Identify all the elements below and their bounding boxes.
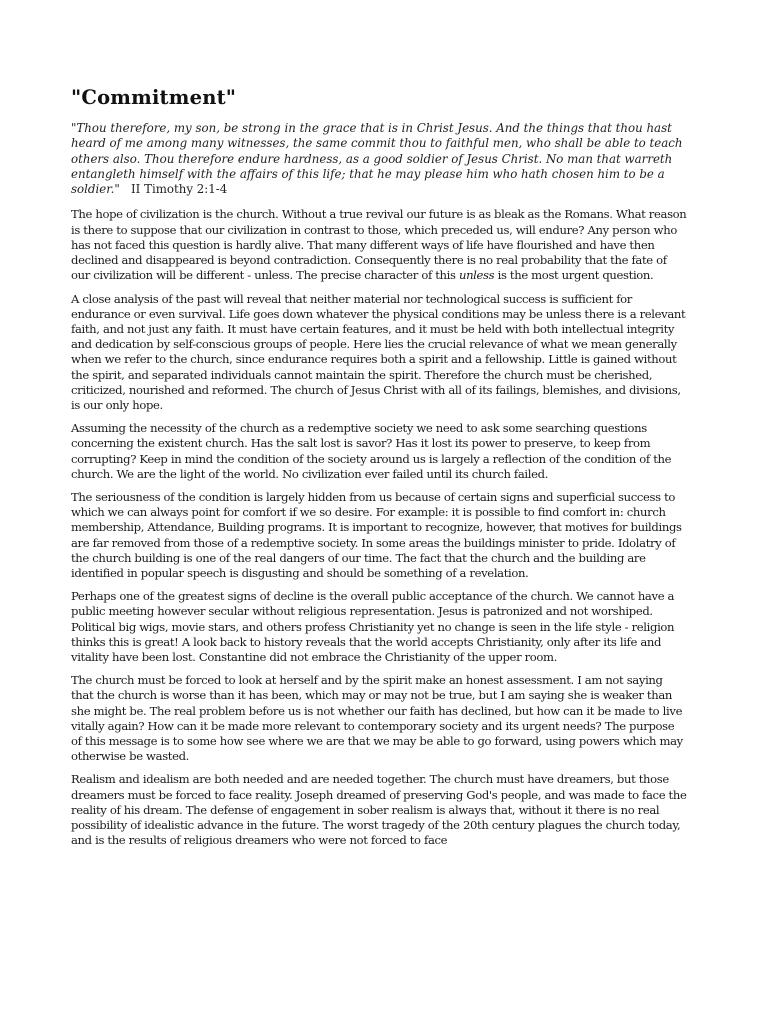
epigraph-text: "Thou therefore, my son, be strong in the grace that is in Christ Jesus. And the things that thou hast heard of me among many witnesses, the same commit thou to faithful men, who shall be able to teach others also. Thou therefore endure hardness, as a good soldier of Jesus Christ. No man that warreth entangleth himself with the affairs of this life; that he may please him who hath chosen him to be a soldier." bbox=[71, 121, 683, 197]
document-page bbox=[71, 86, 688, 856]
paragraph-1-text-before: The hope of civilization is the church. Without a true revival our future is as bleak as the Romans. What reason is there to suppose that our civilization in contrast to those, which preceded us, will endure? Any person who has not faced this question is hardly alive. That many different ways of life have flourished and have then declined and disappeared is beyond contradiction. Consequently there is no real probability that the fate of our civilization will be different - unless. The precise character of this bbox=[71, 207, 687, 283]
epigraph-reference: II Timothy 2:1-4 bbox=[131, 182, 228, 197]
page-title: "Commitment" bbox=[71, 86, 237, 109]
paragraph-4: The seriousness of the condition is largely hidden from us because of certain signs and superficial success to which we can always point for comfort if we so desire. For example: it is possible to find comfort in: church membership, Attendance, Building programs. It is important to recognize, however, that motives for buildings are far removed from those of a redemptive society. In some areas the buildings minister to pride. Idolatry of the church building is one of the real dangers of our time. The fact that the church and the building are identified in popular speech is disgusting and should be something of a revelation. bbox=[71, 489, 682, 580]
paragraph-5: Perhaps one of the greatest signs of decline is the overall public acceptance of the church. We cannot have a public meeting however secular without religious representation. Jesus is patronized and not worshiped. Political big wigs, movie stars, and others profess Christianity yet no change is seen in the life style - religion thinks this is great! A look back to history reveals that the world accepts Christianity, only after its life and vitality have been lost. Constantine did not embrace the Christianity of the upper room. bbox=[71, 589, 675, 664]
paragraph-1-text-after: is the most urgent question. bbox=[494, 268, 654, 283]
emphasis-unless: unless bbox=[458, 268, 495, 283]
paragraph-3: Assuming the necessity of the church as a redemptive society we need to ask some searching questions concerning the existent church. Has the salt lost is savor? Has it lost its power to preserve, to keep from corrupting? Keep in mind the condition of the society around us is largely a reflection of the condition of the church. We are the light of the world. No civilization ever failed until its church failed. bbox=[71, 421, 672, 481]
epigraph bbox=[71, 121, 688, 197]
paragraph-2: A close analysis of the past will reveal that neither material nor technological success is sufficient for endurance or even survival. Life goes down whatever the physical conditions may be unless there is a relevant faith, and not just any faith. It must have certain features, and it must be held with both intellectual integrity and dedication by self-conscious groups of people. Here lies the crucial relevance of what we mean generally when we refer to the church, since endurance requires both a spirit and a fellowship. Little is gained without the spirit, and separated individuals cannot maintain the spirit. Therefore the church must be cherished, criticized, nourished and reformed. The church of Jesus Christ with all of its failings, blemishes, and divisions, is our only hope. bbox=[71, 291, 686, 412]
paragraph-1 bbox=[71, 207, 688, 283]
paragraph-6: The church must be forced to look at herself and by the spirit make an honest assessment. I am not saying that the church is worse than it has been, which may or may not be true, but I am saying she is weaker than she might be. The real problem before us is not whether our faith has declined, but how can it be made to live vitally again? How can it be made more relevant to contemporary society and its urgent needs? The purpose of this message is to some how see where we are that we may be able to go forward, using powers which may otherwise be wasted. bbox=[71, 673, 683, 764]
paragraph-7: Realism and idealism are both needed and are needed together. The church must have dreamers, but those dreamers must be forced to face reality. Joseph dreamed of preserving God's people, and was made to face the reality of his dream. The defense of engagement in sober realism is always that, without it there is no real possibility of idealistic advance in the future. The worst tragedy of the 20th century plagues the church today, and is the results of religious dreamers who were not forced to face bbox=[71, 772, 687, 848]
